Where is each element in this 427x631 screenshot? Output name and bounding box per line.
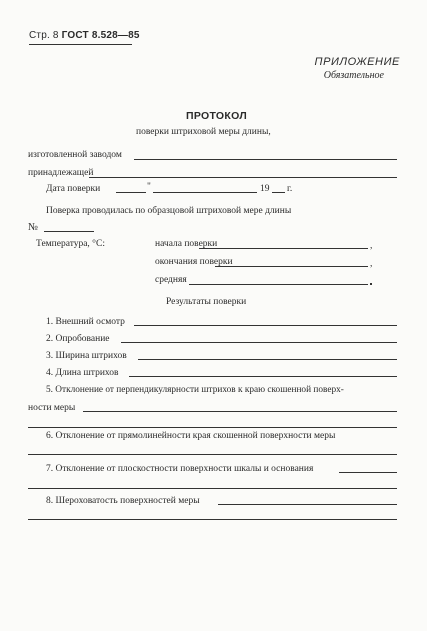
date-label: Дата поверки [46,184,101,194]
temp-avg-line [189,284,368,285]
number-sign: № [28,222,39,233]
temp-start-line [199,248,368,249]
temp-start-comma: , [370,241,373,251]
page-label: Стр. 8 [29,30,59,41]
temperature-label: Температура, °С: [36,239,105,249]
result-item-7: 7. Отклонение от плоскостности поверхности шкалы и основания [46,464,314,474]
page-header [29,31,140,41]
protocol-title: ПРОТОКОЛ [186,110,247,122]
result-item-3-line [138,359,397,360]
year-suffix: г. [287,184,293,194]
result-item-2: 2. Опробование [46,334,110,344]
result-item-4-line [129,376,397,377]
result-item-6: 6. Отклонение от прямолинейности края скошенной поверхности меры [46,431,336,441]
result-item-6-line [28,454,397,455]
date-day-line [116,192,146,193]
result-item-3: 3. Ширина штрихов [46,351,127,361]
standard-number: ГОСТ 8.528—85 [61,30,140,41]
temp-end-comma: , [370,259,373,269]
result-item-7-extra-line [28,488,397,489]
date-month-line [153,192,257,193]
temp-avg-period [370,283,372,285]
temp-end-line [215,266,368,267]
result-item-4: 4. Длина штрихов [46,368,119,378]
year-prefix: 19 [260,184,270,194]
result-item-7-line [339,472,397,473]
result-item-5-line [83,411,397,412]
result-item-8-line [218,504,397,505]
result-item-2-line [121,342,397,343]
date-quote: " [147,182,151,192]
result-item-1-line [134,325,397,326]
result-item-5-extra-line [28,427,397,428]
appendix-subtitle: Обязательное [323,70,384,81]
results-title: Результаты поверки [166,297,247,307]
belonging-line [89,177,397,178]
manufactured-line [134,159,397,160]
year-line [272,192,285,193]
belonging-label: принадлежащей [28,168,94,178]
temp-avg-label: средняя [155,275,187,285]
protocol-subtitle: поверки штриховой меры длины, [136,127,271,137]
reference-number-line [44,231,94,232]
manufactured-label: изготовленной заводом [28,150,122,160]
result-item-5-line1: 5. Отклонение от перпендикулярности штрихов к краю скошенной поверх- [46,385,344,395]
result-item-8-extra-line [28,519,397,520]
result-item-8: 8. Шероховатость поверхностей меры [46,496,200,506]
reference-line-text: Поверка проводилась по образцовой штриховой мере длины [46,206,292,216]
result-item-5-line2: ности меры [28,403,76,413]
temp-start-label: начала поверки [155,239,218,249]
result-item-1: 1. Внешний осмотр [46,317,125,327]
temp-end-label: окончания поверки [155,257,233,267]
appendix-title: ПРИЛОЖЕНИЕ [314,56,400,68]
header-underline [29,44,132,45]
